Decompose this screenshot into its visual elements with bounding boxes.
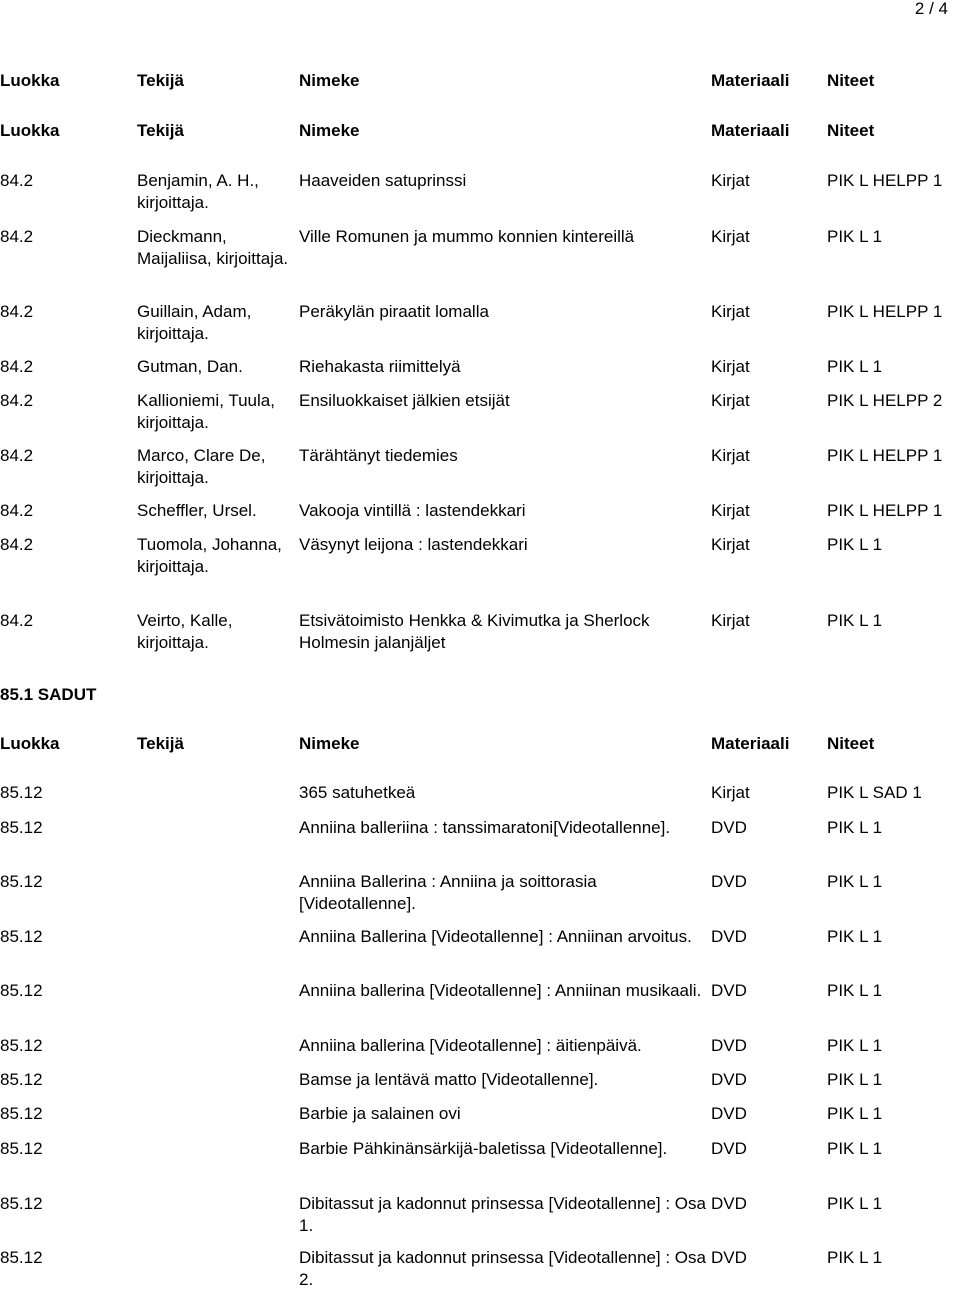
cell-materiaali: Kirjat <box>711 611 750 630</box>
section-title: 85.1 SADUT <box>0 685 97 704</box>
cell-tekija: Guillain, Adam, kirjoittaja. <box>137 302 252 343</box>
cell-materiaali: Kirjat <box>711 501 750 520</box>
cell-luokka: 85.12 <box>0 1070 43 1089</box>
cell-luokka: 85.12 <box>0 783 43 802</box>
cell-luokka: 84.2 <box>0 357 34 376</box>
header-tekija: Tekijä <box>137 121 184 140</box>
cell-nimeke: Etsivätoimisto Henkka & Kivimutka ja Sherlock Holmesin jalanjäljet <box>299 611 650 652</box>
header-nimeke: Nimeke <box>299 121 360 140</box>
cell-luokka: 84.2 <box>0 611 34 630</box>
header-niteet: Niteet <box>827 734 875 753</box>
table-row <box>0 1193 960 1235</box>
table-header <box>0 70 960 92</box>
cell-materiaali: DVD <box>711 1104 747 1123</box>
cell-materiaali: DVD <box>711 1194 747 1213</box>
table-row <box>0 980 960 1002</box>
cell-niteet: PIK L HELPP 1 <box>827 302 943 321</box>
cell-luokka: 85.12 <box>0 1139 43 1158</box>
cell-tekija: Veirto, Kalle, kirjoittaja. <box>137 611 233 652</box>
cell-luokka: 84.2 <box>0 302 34 321</box>
cell-niteet: PIK L 1 <box>827 535 883 554</box>
cell-niteet: PIK L 1 <box>827 927 883 946</box>
cell-nimeke: Anniina ballerina [Videotallenne] : Anniinan musikaali. <box>299 981 702 1000</box>
cell-nimeke: Dibitassut ja kadonnut prinsessa [Videotallenne] : Osa 1. <box>299 1194 706 1235</box>
cell-niteet: PIK L 1 <box>827 1194 883 1213</box>
cell-materiaali: Kirjat <box>711 391 750 410</box>
cell-tekija: Kallioniemi, Tuula, kirjoittaja. <box>137 391 275 432</box>
cell-materiaali: DVD <box>711 818 747 837</box>
cell-luokka: 85.12 <box>0 1104 43 1123</box>
table-row <box>0 1103 960 1125</box>
header-luokka: Luokka <box>0 734 60 753</box>
cell-materiaali: Kirjat <box>711 357 750 376</box>
cell-niteet: PIK L HELPP 1 <box>827 446 943 465</box>
cell-materiaali: Kirjat <box>711 783 750 802</box>
table-row <box>0 301 960 343</box>
cell-nimeke: Ensiluokkaiset jälkien etsijät <box>299 391 510 410</box>
cell-niteet: PIK L 1 <box>827 227 883 246</box>
cell-niteet: PIK L 1 <box>827 981 883 1000</box>
cell-luokka: 85.12 <box>0 1248 43 1267</box>
cell-luokka: 84.2 <box>0 535 34 554</box>
cell-materiaali: DVD <box>711 1036 747 1055</box>
cell-luokka: 85.12 <box>0 1036 43 1055</box>
cell-luokka: 85.12 <box>0 927 43 946</box>
cell-luokka: 84.2 <box>0 391 34 410</box>
cell-nimeke: Dibitassut ja kadonnut prinsessa [Videotallenne] : Osa 2. <box>299 1248 706 1289</box>
header-nimeke: Nimeke <box>299 734 360 753</box>
header-niteet: Niteet <box>827 71 875 90</box>
cell-materiaali: DVD <box>711 1139 747 1158</box>
cell-luokka: 85.12 <box>0 1194 43 1213</box>
cell-materiaali: Kirjat <box>711 227 750 246</box>
header-materiaali: Materiaali <box>711 734 790 753</box>
table-row <box>0 1069 960 1091</box>
table-row <box>0 1035 960 1057</box>
cell-nimeke: Anniina Ballerina [Videotallenne] : Anniinan arvoitus. <box>299 927 692 946</box>
table-row <box>0 226 960 268</box>
cell-luokka: 85.12 <box>0 818 43 837</box>
table-row <box>0 817 960 839</box>
table-row <box>0 534 960 576</box>
cell-niteet: PIK L 1 <box>827 357 883 376</box>
cell-tekija: Gutman, Dan. <box>137 357 243 376</box>
cell-luokka: 84.2 <box>0 501 34 520</box>
cell-luokka: 84.2 <box>0 446 34 465</box>
cell-nimeke: Tärähtänyt tiedemies <box>299 446 458 465</box>
cell-nimeke: Bamse ja lentävä matto [Videotallenne]. <box>299 1070 599 1089</box>
cell-niteet: PIK L HELPP 2 <box>827 391 943 410</box>
cell-niteet: PIK L 1 <box>827 1036 883 1055</box>
cell-materiaali: DVD <box>711 1070 747 1089</box>
header-tekija: Tekijä <box>137 71 184 90</box>
table-row <box>0 871 960 913</box>
cell-tekija: Dieckmann, Maijaliisa, kirjoittaja. <box>137 227 289 268</box>
cell-niteet: PIK L 1 <box>827 611 883 630</box>
cell-materiaali: Kirjat <box>711 171 750 190</box>
cell-tekija: Tuomola, Johanna, kirjoittaja. <box>137 535 282 576</box>
cell-nimeke: Peräkylän piraatit lomalla <box>299 302 489 321</box>
cell-luokka: 84.2 <box>0 227 34 246</box>
cell-nimeke: Anniina ballerina [Videotallenne] : äitienpäivä. <box>299 1036 642 1055</box>
table-row <box>0 500 960 522</box>
table-row <box>0 390 960 432</box>
cell-niteet: PIK L 1 <box>827 1070 883 1089</box>
cell-niteet: PIK L 1 <box>827 818 883 837</box>
cell-materiaali: DVD <box>711 981 747 1000</box>
header-niteet: Niteet <box>827 121 875 140</box>
cell-tekija: Marco, Clare De, kirjoittaja. <box>137 446 266 487</box>
cell-tekija: Scheffler, Ursel. <box>137 501 257 520</box>
cell-nimeke: Barbie Pähkinänsärkijä-baletissa [Videotallenne]. <box>299 1139 668 1158</box>
cell-niteet: PIK L 1 <box>827 1104 883 1123</box>
cell-niteet: PIK L SAD 1 <box>827 783 922 802</box>
header-materiaali: Materiaali <box>711 71 790 90</box>
cell-materiaali: Kirjat <box>711 302 750 321</box>
table-row <box>0 1247 960 1289</box>
table-row <box>0 1138 960 1160</box>
table-header <box>0 120 960 142</box>
table-row <box>0 170 960 212</box>
cell-materiaali: DVD <box>711 927 747 946</box>
cell-materiaali: Kirjat <box>711 535 750 554</box>
table-row <box>0 782 960 804</box>
cell-nimeke: Riehakasta riimittelyä <box>299 357 461 376</box>
header-luokka: Luokka <box>0 121 60 140</box>
table-row <box>0 356 960 378</box>
header-tekija: Tekijä <box>137 734 184 753</box>
table-row <box>0 926 960 948</box>
header-luokka: Luokka <box>0 71 60 90</box>
header-nimeke: Nimeke <box>299 71 360 90</box>
table-row <box>0 445 960 487</box>
cell-luokka: 84.2 <box>0 171 34 190</box>
cell-nimeke: Ville Romunen ja mummo konnien kintereillä <box>299 227 635 246</box>
cell-nimeke: Haaveiden satuprinssi <box>299 171 467 190</box>
cell-luokka: 85.12 <box>0 872 43 891</box>
cell-niteet: PIK L 1 <box>827 872 883 891</box>
cell-nimeke: 365 satuhetkeä <box>299 783 416 802</box>
cell-niteet: PIK L HELPP 1 <box>827 171 943 190</box>
cell-nimeke: Väsynyt leijona : lastendekkari <box>299 535 528 554</box>
header-materiaali: Materiaali <box>711 121 790 140</box>
cell-materiaali: DVD <box>711 872 747 891</box>
cell-luokka: 85.12 <box>0 981 43 1000</box>
cell-niteet: PIK L 1 <box>827 1139 883 1158</box>
cell-nimeke: Anniina balleriina : tanssimaratoni[Videotallenne]. <box>299 818 671 837</box>
cell-materiaali: DVD <box>711 1248 747 1267</box>
cell-tekija: Benjamin, A. H., kirjoittaja. <box>137 171 259 212</box>
table-row <box>0 610 960 652</box>
cell-nimeke: Anniina Ballerina : Anniina ja soittorasia [Videotallenne]. <box>299 872 597 913</box>
table-header <box>0 733 960 755</box>
page-number: 2 / 4 <box>914 0 948 18</box>
cell-niteet: PIK L HELPP 1 <box>827 501 943 520</box>
cell-materiaali: Kirjat <box>711 446 750 465</box>
cell-nimeke: Vakooja vintillä : lastendekkari <box>299 501 526 520</box>
cell-nimeke: Barbie ja salainen ovi <box>299 1104 461 1123</box>
cell-niteet: PIK L 1 <box>827 1248 883 1267</box>
